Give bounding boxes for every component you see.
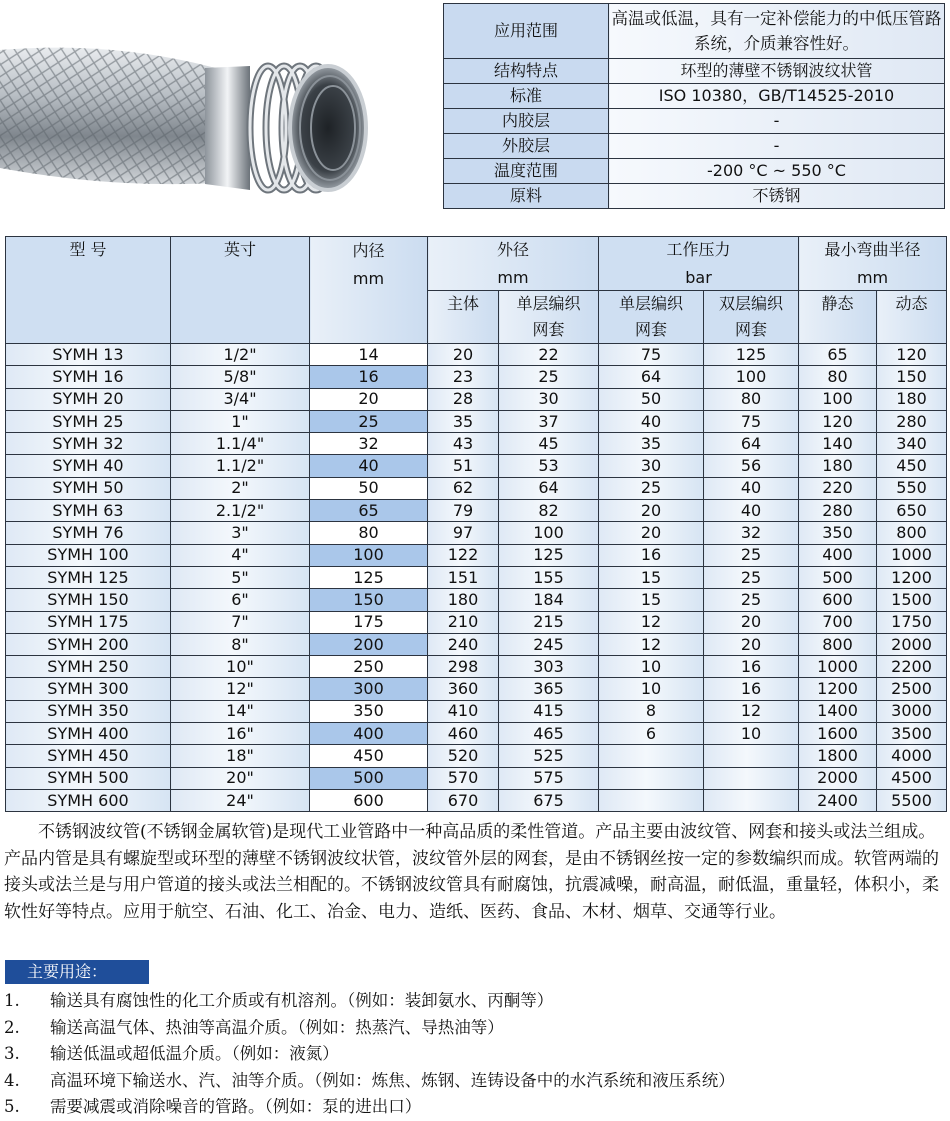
cell-model: SYMH 32 (6, 433, 171, 455)
cell-bend-static: 2400 (799, 789, 877, 811)
cell-model: SYMH 300 (6, 678, 171, 700)
uses-item-text: 输送具有腐蚀性的化工介质或有机溶剂。（例如：装卸氨水、丙酮等） (50, 991, 554, 1010)
cell-od-braid: 415 (499, 700, 599, 722)
spec-row (6, 700, 947, 722)
cell-model: SYMH 175 (6, 611, 171, 633)
cell-pressure-single: 75 (599, 344, 704, 366)
cell-od-braid: 100 (499, 522, 599, 544)
spec-row (6, 344, 947, 366)
uses-list (4, 988, 949, 1121)
cell-od-braid: 184 (499, 589, 599, 611)
cell-pressure-single: 20 (599, 522, 704, 544)
cell-od-braid: 303 (499, 656, 599, 678)
spec-table-body (6, 344, 947, 812)
cell-inch: 6" (171, 589, 310, 611)
cell-inner-diameter: 14 (310, 344, 428, 366)
spec-row (6, 433, 947, 455)
header-bend-dynamic: 动态 (877, 291, 947, 344)
cell-inner-diameter: 20 (310, 388, 428, 410)
spec-row (6, 789, 947, 811)
cell-pressure-single: 20 (599, 500, 704, 522)
cell-inch: 3" (171, 522, 310, 544)
cell-od-main: 460 (428, 723, 499, 745)
cell-model: SYMH 76 (6, 522, 171, 544)
spec-row (6, 723, 947, 745)
cell-bend-dynamic: 1750 (877, 611, 947, 633)
cell-pressure-double (704, 789, 799, 811)
spec-row (6, 388, 947, 410)
uses-item (4, 1094, 949, 1121)
cell-od-braid: 525 (499, 745, 599, 767)
spec-row (6, 544, 947, 566)
cell-bend-dynamic: 5500 (877, 789, 947, 811)
cell-model: SYMH 500 (6, 767, 171, 789)
header-id-unit: mm (352, 269, 385, 288)
cell-pressure-double: 25 (704, 589, 799, 611)
cell-inch: 1" (171, 410, 310, 432)
cell-od-main: 151 (428, 566, 499, 588)
cell-inner-diameter: 40 (310, 455, 428, 477)
cell-bend-static: 700 (799, 611, 877, 633)
cell-inch: 3/4" (171, 388, 310, 410)
cell-model: SYMH 200 (6, 633, 171, 655)
cell-od-main: 51 (428, 455, 499, 477)
braided-hose-image (0, 0, 420, 222)
cell-pressure-single: 12 (599, 611, 704, 633)
spec-row (6, 767, 947, 789)
cell-od-braid: 30 (499, 388, 599, 410)
prop-key: 应用范围 (444, 4, 609, 59)
cell-od-braid: 215 (499, 611, 599, 633)
cell-inch: 18" (171, 745, 310, 767)
cell-pressure-single: 50 (599, 388, 704, 410)
cell-inner-diameter: 450 (310, 745, 428, 767)
cell-od-braid: 675 (499, 789, 599, 811)
properties-table (443, 3, 945, 209)
cell-bend-dynamic: 3000 (877, 700, 947, 722)
cell-od-main: 20 (428, 344, 499, 366)
cell-pressure-single: 30 (599, 455, 704, 477)
cell-pressure-single: 25 (599, 477, 704, 499)
header-od-braid: 单层编织网套 (499, 291, 599, 344)
cell-od-braid: 64 (499, 477, 599, 499)
cell-od-braid: 245 (499, 633, 599, 655)
cell-inner-diameter: 80 (310, 522, 428, 544)
spec-row (6, 366, 947, 388)
prop-key: 原料 (444, 184, 609, 209)
cell-inner-diameter: 350 (310, 700, 428, 722)
cell-pressure-double: 80 (704, 388, 799, 410)
cell-od-main: 298 (428, 656, 499, 678)
cell-pressure-double: 10 (704, 723, 799, 745)
cell-pressure-double (704, 767, 799, 789)
prop-key: 外胶层 (444, 134, 609, 159)
header-pressure-label: 工作压力 (666, 240, 731, 259)
prop-value: 不锈钢 (609, 184, 945, 209)
cell-bend-static: 1000 (799, 656, 877, 678)
cell-model: SYMH 150 (6, 589, 171, 611)
header-inch: 英寸 (171, 237, 310, 344)
cell-pressure-double: 64 (704, 433, 799, 455)
cell-od-main: 520 (428, 745, 499, 767)
spec-row (6, 678, 947, 700)
spec-row (6, 410, 947, 432)
spec-row (6, 566, 947, 588)
cell-pressure-double: 40 (704, 477, 799, 499)
cell-model: SYMH 16 (6, 366, 171, 388)
uses-item-number: 4. (4, 1070, 20, 1090)
cell-pressure-double: 32 (704, 522, 799, 544)
cell-pressure-double: 125 (704, 344, 799, 366)
cell-inner-diameter: 65 (310, 500, 428, 522)
cell-inner-diameter: 300 (310, 678, 428, 700)
spec-row (6, 745, 947, 767)
header-bend-unit: mm (799, 267, 947, 291)
prop-value: -200 °C ~ 550 °C (609, 159, 945, 184)
cell-inch: 16" (171, 723, 310, 745)
cell-pressure-single: 35 (599, 433, 704, 455)
cell-inch: 7" (171, 611, 310, 633)
header-bend-static: 静态 (799, 291, 877, 344)
header-outer-diameter (428, 237, 599, 267)
header-model: 型 号 (6, 237, 171, 344)
cell-pressure-single: 40 (599, 410, 704, 432)
cell-inch: 2" (171, 477, 310, 499)
cell-inner-diameter: 150 (310, 589, 428, 611)
header-inner-diameter (310, 237, 428, 344)
cell-bend-static: 1800 (799, 745, 877, 767)
cell-od-main: 62 (428, 477, 499, 499)
cell-bend-static: 80 (799, 366, 877, 388)
cell-inch: 8" (171, 633, 310, 655)
cell-bend-dynamic: 2200 (877, 656, 947, 678)
cell-od-main: 35 (428, 410, 499, 432)
cell-pressure-double: 16 (704, 678, 799, 700)
cell-pressure-single: 8 (599, 700, 704, 722)
cell-model: SYMH 350 (6, 700, 171, 722)
cell-bend-static: 220 (799, 477, 877, 499)
cell-inch: 20" (171, 767, 310, 789)
cell-od-braid: 25 (499, 366, 599, 388)
cell-pressure-double: 25 (704, 566, 799, 588)
cell-pressure-double: 12 (704, 700, 799, 722)
spec-row (6, 500, 947, 522)
cell-od-braid: 45 (499, 433, 599, 455)
cell-inch: 10" (171, 656, 310, 678)
uses-item (4, 1041, 949, 1068)
spec-row (6, 656, 947, 678)
cell-od-main: 23 (428, 366, 499, 388)
header-id-label: 内径 (352, 241, 385, 260)
prop-value: 高温或低温，具有一定补偿能力的中低压管路系统，介质兼容性好。 (609, 4, 945, 59)
cell-inch: 1.1/4" (171, 433, 310, 455)
uses-item-text: 输送高温气体、热油等高温介质。（例如：热蒸汽、导热油等） (50, 1017, 504, 1037)
cell-pressure-double: 100 (704, 366, 799, 388)
cell-model: SYMH 13 (6, 344, 171, 366)
cell-pressure-double: 16 (704, 656, 799, 678)
cell-pressure-single: 6 (599, 723, 704, 745)
prop-key: 标准 (444, 84, 609, 109)
prop-key: 内胶层 (444, 109, 609, 134)
prop-value: ISO 10380，GB/T14525-2010 (609, 84, 945, 109)
cell-od-main: 122 (428, 544, 499, 566)
cell-inner-diameter: 250 (310, 656, 428, 678)
cell-od-main: 180 (428, 589, 499, 611)
cell-pressure-single: 16 (599, 544, 704, 566)
cell-pressure-single (599, 767, 704, 789)
cell-inch: 1/2" (171, 344, 310, 366)
header-pressure-unit: bar (599, 267, 799, 291)
uses-item-number: 5. (4, 1097, 20, 1116)
cell-bend-static: 600 (799, 589, 877, 611)
uses-item-text: 输送低温或超低温介质。（例如：液氮） (50, 1044, 339, 1063)
cell-bend-static: 100 (799, 388, 877, 410)
cell-inner-diameter: 100 (310, 544, 428, 566)
cell-model: SYMH 125 (6, 566, 171, 588)
cell-od-main: 210 (428, 611, 499, 633)
cell-od-braid: 53 (499, 455, 599, 477)
cell-od-braid: 365 (499, 678, 599, 700)
cell-od-braid: 465 (499, 723, 599, 745)
cell-bend-dynamic: 2500 (877, 678, 947, 700)
cell-pressure-double: 25 (704, 544, 799, 566)
cell-model: SYMH 25 (6, 410, 171, 432)
cell-od-main: 570 (428, 767, 499, 789)
cell-od-braid: 22 (499, 344, 599, 366)
cell-bend-static: 1200 (799, 678, 877, 700)
cell-od-main: 670 (428, 789, 499, 811)
cell-od-braid: 155 (499, 566, 599, 588)
cell-pressure-double: 40 (704, 500, 799, 522)
cell-pressure-single: 10 (599, 678, 704, 700)
cell-bend-dynamic: 550 (877, 477, 947, 499)
cell-inner-diameter: 125 (310, 566, 428, 588)
cell-pressure-single (599, 745, 704, 767)
spec-row (6, 611, 947, 633)
cell-model: SYMH 50 (6, 477, 171, 499)
uses-item (4, 1068, 949, 1095)
spec-row (6, 589, 947, 611)
cell-od-main: 28 (428, 388, 499, 410)
cell-model: SYMH 63 (6, 500, 171, 522)
header-pressure-single: 单层编织网套 (599, 291, 704, 344)
cell-pressure-single: 12 (599, 633, 704, 655)
cell-bend-dynamic: 800 (877, 522, 947, 544)
cell-bend-static: 180 (799, 455, 877, 477)
cell-model: SYMH 40 (6, 455, 171, 477)
cell-pressure-single (599, 789, 704, 811)
header-od-unit: mm (428, 267, 599, 291)
cell-inch: 14" (171, 700, 310, 722)
cell-bend-dynamic: 4000 (877, 745, 947, 767)
cell-od-braid: 575 (499, 767, 599, 789)
cell-pressure-single: 64 (599, 366, 704, 388)
cell-od-main: 410 (428, 700, 499, 722)
cell-bend-dynamic: 340 (877, 433, 947, 455)
uses-item (4, 988, 949, 1015)
cell-bend-dynamic: 3500 (877, 723, 947, 745)
spec-row (6, 633, 947, 655)
cell-inner-diameter: 500 (310, 767, 428, 789)
cell-bend-dynamic: 1000 (877, 544, 947, 566)
spec-row (6, 477, 947, 499)
cell-model: SYMH 400 (6, 723, 171, 745)
cell-pressure-single: 15 (599, 566, 704, 588)
cell-pressure-double: 75 (704, 410, 799, 432)
cell-bend-dynamic: 150 (877, 366, 947, 388)
cell-bend-static: 1600 (799, 723, 877, 745)
spec-table (5, 236, 947, 812)
prop-key: 结构特点 (444, 59, 609, 84)
cell-od-braid: 82 (499, 500, 599, 522)
cell-inch: 24" (171, 789, 310, 811)
cell-bend-dynamic: 1200 (877, 566, 947, 588)
cell-inch: 12" (171, 678, 310, 700)
cell-bend-dynamic: 650 (877, 500, 947, 522)
prop-value: - (609, 134, 945, 159)
cell-inch: 5" (171, 566, 310, 588)
cell-model: SYMH 600 (6, 789, 171, 811)
cell-bend-dynamic: 4500 (877, 767, 947, 789)
header-pressure (599, 237, 799, 267)
cell-od-braid: 125 (499, 544, 599, 566)
cell-od-main: 43 (428, 433, 499, 455)
cell-bend-static: 350 (799, 522, 877, 544)
uses-item-number: 2. (4, 1017, 20, 1037)
header-od-label: 外径 (497, 240, 530, 259)
cell-bend-static: 2000 (799, 767, 877, 789)
uses-item-text: 需要减震或消除噪音的管路。（例如：泵的进出口） (50, 1097, 422, 1116)
cell-inch: 1.1/2" (171, 455, 310, 477)
header-bend-radius (799, 237, 947, 267)
cell-inch: 2.1/2" (171, 500, 310, 522)
uses-item-number: 1. (4, 991, 20, 1010)
uses-item-text: 高温环境下输送水、汽、油等介质。（例如：炼焦、炼钢、连铸设备中的水汽系统和液压系统） (50, 1070, 735, 1090)
cell-pressure-double: 20 (704, 633, 799, 655)
cell-bend-dynamic: 280 (877, 410, 947, 432)
prop-key: 温度范围 (444, 159, 609, 184)
cell-bend-dynamic: 1500 (877, 589, 947, 611)
cell-od-main: 240 (428, 633, 499, 655)
cell-bend-static: 140 (799, 433, 877, 455)
cell-od-main: 360 (428, 678, 499, 700)
cell-bend-dynamic: 450 (877, 455, 947, 477)
cell-model: SYMH 100 (6, 544, 171, 566)
cell-od-braid: 37 (499, 410, 599, 432)
cell-inner-diameter: 600 (310, 789, 428, 811)
cell-bend-dynamic: 180 (877, 388, 947, 410)
cell-pressure-double (704, 745, 799, 767)
cell-inner-diameter: 50 (310, 477, 428, 499)
spec-row (6, 455, 947, 477)
cell-model: SYMH 450 (6, 745, 171, 767)
cell-pressure-single: 10 (599, 656, 704, 678)
cell-od-main: 97 (428, 522, 499, 544)
header-bend-label: 最小弯曲半径 (824, 240, 921, 259)
cell-inner-diameter: 25 (310, 410, 428, 432)
header-pressure-double: 双层编织网套 (704, 291, 799, 344)
cell-inner-diameter: 16 (310, 366, 428, 388)
cell-bend-static: 280 (799, 500, 877, 522)
cell-bend-dynamic: 2000 (877, 633, 947, 655)
cell-bend-static: 400 (799, 544, 877, 566)
cell-bend-static: 1400 (799, 700, 877, 722)
uses-section-title: 主要用途： (5, 960, 149, 984)
cell-pressure-single: 15 (599, 589, 704, 611)
cell-model: SYMH 20 (6, 388, 171, 410)
prop-value: - (609, 109, 945, 134)
cell-inner-diameter: 200 (310, 633, 428, 655)
cell-bend-static: 500 (799, 566, 877, 588)
cell-inch: 5/8" (171, 366, 310, 388)
cell-bend-dynamic: 120 (877, 344, 947, 366)
header-od-main: 主体 (428, 291, 499, 344)
spec-row (6, 522, 947, 544)
product-photo (0, 0, 420, 222)
cell-model: SYMH 250 (6, 656, 171, 678)
cell-bend-static: 800 (799, 633, 877, 655)
product-description: 不锈钢波纹管(不锈钢金属软管)是现代工业管路中一种高品质的柔性管道。产品主要由波纹管、网套和接头或法兰组成。产品内管是具有螺旋型或环型的薄壁不锈钢波纹状管，波纹管外层的网套，是由不锈钢丝按一定的参数编织而成。软管两端的接头或法兰是与用户管道的接头或法兰相配的。不锈钢波纹管具有耐腐蚀，抗震减噪，耐高温，耐低温，重量轻，体积小，柔软性好等特点。应用于航空、石油、化工、冶金、电力、造纸、医药、食品、木材、烟草、交通等行业。 (4, 822, 939, 922)
uses-item-number: 3. (4, 1044, 20, 1063)
cell-inner-diameter: 400 (310, 723, 428, 745)
prop-value: 环型的薄壁不锈钢波纹状管 (609, 59, 945, 84)
cell-inch: 4" (171, 544, 310, 566)
cell-bend-static: 65 (799, 344, 877, 366)
cell-bend-static: 120 (799, 410, 877, 432)
uses-item (4, 1015, 949, 1042)
cell-inner-diameter: 175 (310, 611, 428, 633)
cell-pressure-double: 56 (704, 455, 799, 477)
cell-od-main: 79 (428, 500, 499, 522)
cell-pressure-double: 20 (704, 611, 799, 633)
cell-inner-diameter: 32 (310, 433, 428, 455)
